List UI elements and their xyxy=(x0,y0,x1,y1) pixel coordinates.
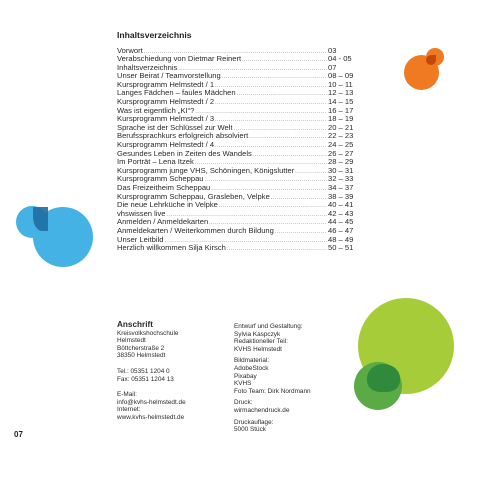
toc-entry-pages: 18 – 19 xyxy=(328,114,354,124)
toc-entry-title: Herzlich willkommen Silja Kirsch xyxy=(117,243,226,253)
page-number: 07 xyxy=(14,430,23,439)
print-label: Druck: xyxy=(234,399,253,407)
contact-phone-block xyxy=(117,368,227,383)
toc-entry-pages: 48 – 49 xyxy=(328,234,354,244)
toc-entry-pages: 20 – 21 xyxy=(328,122,354,132)
toc-dot-leader xyxy=(237,90,327,99)
toc-entry-title: Verabschiedung von Dietmar Reinert xyxy=(117,54,242,64)
toc-entry-title: Vorwort xyxy=(117,45,143,55)
toc-entry-title: Kursprogramm Scheppau xyxy=(117,174,204,184)
toc-entry[interactable] xyxy=(117,244,356,253)
toc-dot-leader xyxy=(219,202,327,211)
fax-number: Fax: 05351 1204 13 xyxy=(117,375,174,383)
imprint-address xyxy=(117,321,227,430)
image-credits xyxy=(234,357,364,395)
toc-entry-pages: 07 xyxy=(328,62,337,72)
address-line: Kreisvolkshochschule xyxy=(117,329,179,337)
table-of-contents xyxy=(117,30,356,253)
toc-entry-pages: 03 xyxy=(328,45,337,55)
image-source: KVHS xyxy=(234,380,252,388)
imprint-credits xyxy=(234,323,364,438)
toc-entry-title: Kursprogramm Helmstedt / 1 xyxy=(117,79,215,89)
address-line: Helmstedt xyxy=(117,337,146,345)
toc-dot-leader xyxy=(242,56,327,65)
toc-entry-pages: 10 – 11 xyxy=(328,79,353,89)
design-name: Sylvia Kaspczyk xyxy=(234,330,281,338)
toc-entry-title: Kursprogramm Helmstedt / 4 xyxy=(117,140,215,150)
toc-entry-pages: 14 – 15 xyxy=(328,97,354,107)
website-link[interactable]: www.kvhs-helmstedt.de xyxy=(117,413,185,421)
toc-entry-title: Anmelden / Anmeldekarten xyxy=(117,217,209,227)
toc-entry-pages: 44 – 45 xyxy=(328,217,354,227)
toc-dot-leader xyxy=(271,194,327,203)
toc-dot-leader xyxy=(222,73,327,82)
design-label: Entwurf und Gestaltung: xyxy=(234,323,303,330)
toc-dot-leader xyxy=(205,176,327,185)
toc-entry-title: Was ist eigentlich „KI“? xyxy=(117,105,195,115)
toc-dot-leader xyxy=(275,228,327,237)
toc-entry-pages: 28 – 29 xyxy=(328,157,354,167)
toc-entry-title: Langes Fädchen – faules Mädchen xyxy=(117,88,236,98)
toc-entry-pages: 32 – 33 xyxy=(328,174,354,184)
print-run-value: 5000 Stück xyxy=(234,426,266,434)
editorial-name: KVHS Helmstedt xyxy=(234,345,282,353)
print-name: wirmachendruck.de xyxy=(234,406,290,414)
toc-entry-pages: 26 – 27 xyxy=(328,148,354,158)
address-line: Böttcherstraße 2 xyxy=(117,344,165,352)
image-source: AdobeStock xyxy=(234,364,269,372)
toc-entry-title: Das Freizeitheim Scheppau xyxy=(117,183,211,192)
internet-label: Internet: xyxy=(117,406,141,414)
toc-entry-pages: 50 – 51 xyxy=(328,243,354,253)
print-run xyxy=(234,419,364,434)
toc-entry-title: Die neue Lehrküche in Velpke xyxy=(117,200,218,210)
toc-entry-pages: 40 – 41 xyxy=(328,200,354,210)
toc-entry-pages: 24 – 25 xyxy=(328,140,354,150)
toc-entry-title: Unser Beirat / Teamvorstellung xyxy=(117,71,221,81)
toc-entry-title: Unser Leitbild xyxy=(117,234,164,244)
toc-entry-pages: 30 – 31 xyxy=(328,165,354,175)
email-label: E-Mail: xyxy=(117,391,137,399)
toc-entry-pages: 34 – 37 xyxy=(328,183,354,192)
toc-entry-pages: 38 – 39 xyxy=(328,191,354,201)
toc-entry-title: Gesundes Leben in Zeiten des Wandels xyxy=(117,148,252,158)
toc-dot-leader xyxy=(227,245,327,254)
toc-entry-title: Im Porträt – Lena Itzek xyxy=(117,157,194,167)
toc-entry-pages: 46 – 47 xyxy=(328,225,354,235)
toc-dot-leader xyxy=(249,133,327,142)
decorative-green-overlap xyxy=(367,364,400,392)
image-source: Foto Team: Dirk Nordmann xyxy=(234,387,311,395)
toc-entry-pages: 08 – 09 xyxy=(328,71,354,81)
print-credits xyxy=(234,399,364,414)
toc-dot-leader xyxy=(295,168,327,177)
phone-number: Tel.: 05351 1204 0 xyxy=(117,367,170,375)
design-credits xyxy=(234,323,364,353)
toc-entry-title: Kursprogramm Helmstedt / 3 xyxy=(117,114,215,124)
toc-entry-title: Kursprogramm junge VHS, Schöningen, Königslutter xyxy=(117,165,295,175)
imprint-heading: Anschrift xyxy=(117,320,153,329)
toc-entry-pages: 04 - 05 xyxy=(328,54,352,64)
toc-dot-leader xyxy=(215,99,327,108)
address-block xyxy=(117,330,227,360)
contact-online-block xyxy=(117,391,227,421)
toc-dot-leader xyxy=(253,151,327,160)
toc-entry-title: Kursprogramm Scheppau, Grasleben, Velpke xyxy=(117,191,270,201)
address-line: 38350 Helmstedt xyxy=(117,352,166,360)
toc-entry-title: Inhaltsverzeichnis xyxy=(117,62,178,72)
toc-entry-pages: 16 – 17 xyxy=(328,105,354,115)
toc-entry-title: Anmeldekarten / Weiterkommen durch Bildung xyxy=(117,225,274,235)
editorial-label: Redaktioneller Teil: xyxy=(234,338,288,346)
toc-list xyxy=(117,47,356,253)
toc-entry-title: Sprache ist der Schlüssel zur Welt xyxy=(117,122,233,132)
toc-entry-pages: 42 – 43 xyxy=(328,208,354,218)
images-label: Bildmaterial: xyxy=(234,357,270,365)
toc-entry-title: Kursprogramm Helmstedt / 2 xyxy=(117,97,215,107)
decorative-blue-overlap xyxy=(33,207,48,231)
print-run-label: Druckauflage: xyxy=(234,418,274,426)
toc-dot-leader xyxy=(195,108,327,117)
decorative-orange-overlap xyxy=(426,55,436,65)
toc-entry-title: Berufssprachkurs erfolgreich absolviert xyxy=(117,131,249,141)
toc-entry-title: vhswissen live xyxy=(117,208,166,218)
toc-entry-pages: 12 – 13 xyxy=(328,88,354,98)
toc-entry-pages: 22 – 23 xyxy=(328,131,354,141)
toc-title: Inhaltsverzeichnis xyxy=(117,30,192,40)
image-source: Pixabay xyxy=(234,372,257,380)
email-link[interactable]: info@kvhs-helmstedt.de xyxy=(117,398,186,406)
